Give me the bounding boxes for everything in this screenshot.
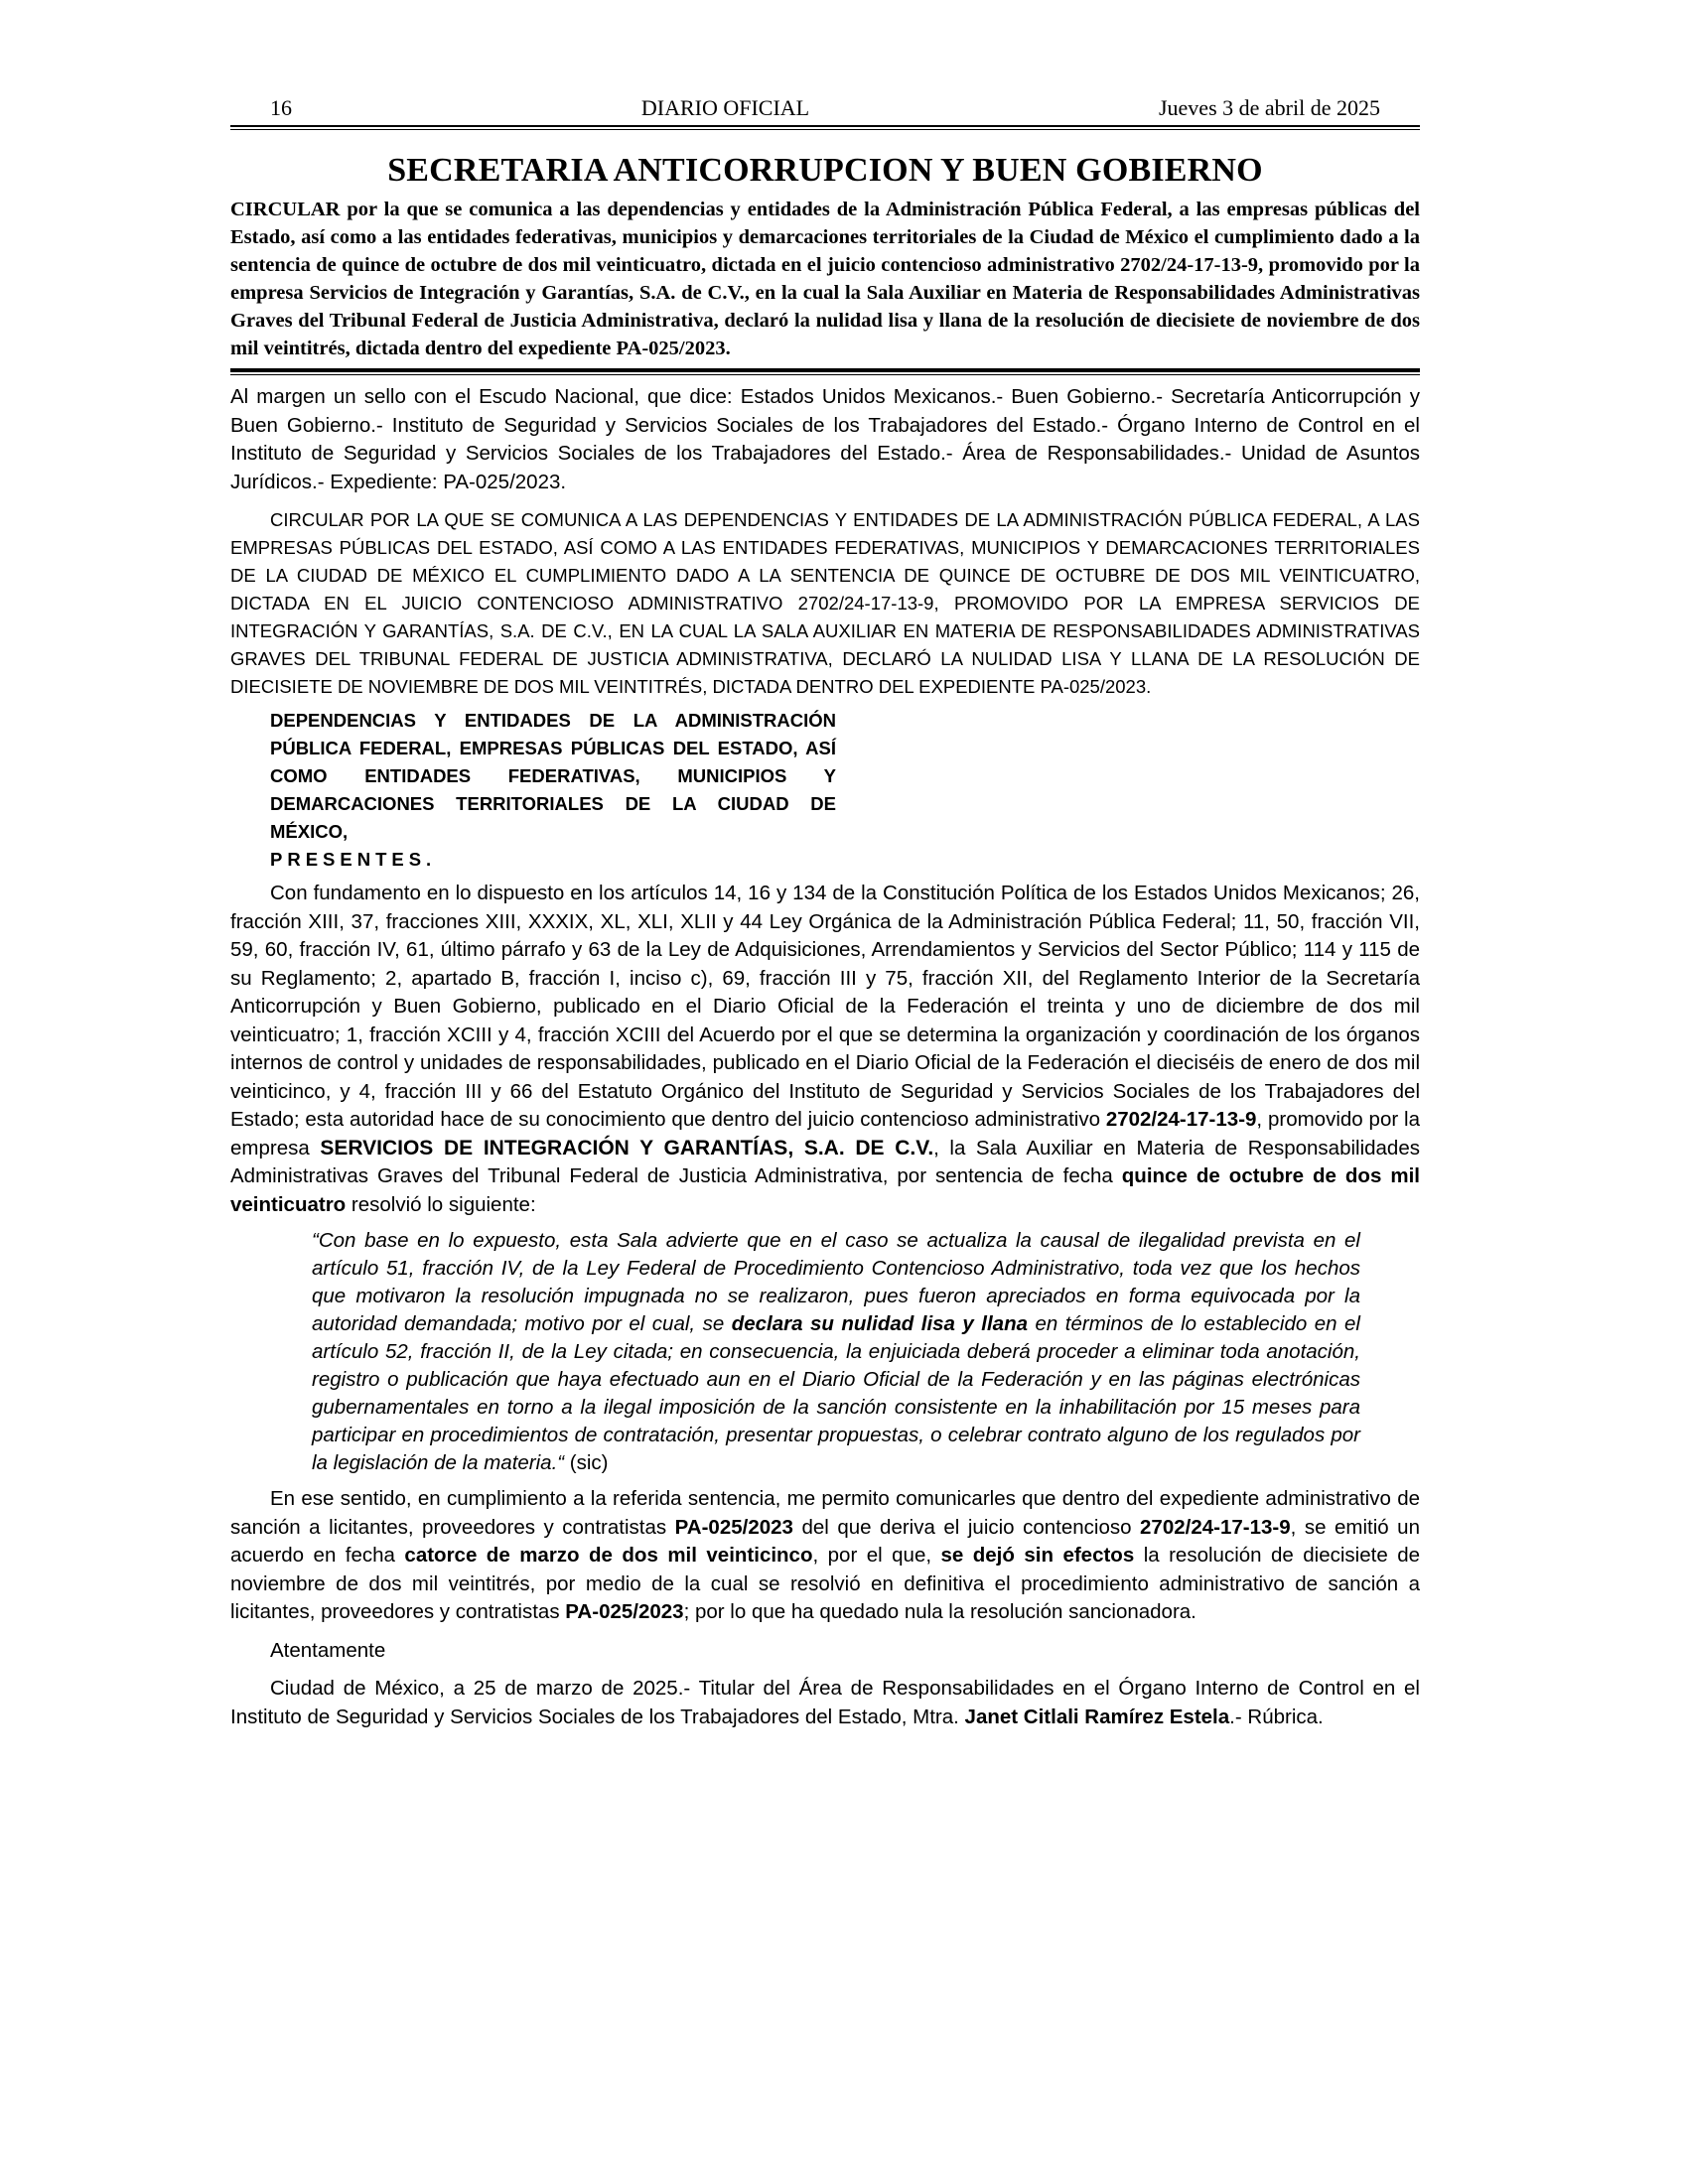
para1-sentence-date: quince de octubre de dos mil veinticuatro: [230, 1164, 1420, 1216]
signature-block: [230, 1675, 1420, 1731]
publication-date: Jueves 3 de abril de 2025: [1158, 95, 1380, 120]
caps-title: CIRCULAR POR LA QUE SE COMUNICA A LAS DEPENDENCIAS Y ENTIDADES DE LA ADMINISTRACIÓN PÚBLICA FEDERAL, A LAS EMPRESAS PÚBLICAS DEL ESTADO, ASÍ COMO A LAS ENTIDADES FEDERATIVAS, MUNICIPIOS Y DEMARCACIONES TERRITORIALES DE LA CIUDAD DE MÉXICO EL CUMPLIMIENTO DADO A LA SENTENCIA DE QUINCE DE OCTUBRE DE DOS MIL VEINTICUATRO, DICTADA EN EL JUICIO CONTENCIOSO ADMINISTRATIVO 2702/24-17-13-9, PROMOVIDO POR LA EMPRESA SERVICIOS DE INTEGRACIÓN Y GARANTÍAS, S.A. DE C.V., EN LA CUAL LA SALA AUXILIAR EN MATERIA DE RESPONSABILIDADES ADMINISTRATIVAS GRAVES DEL TRIBUNAL FEDERAL DE JUSTICIA ADMINISTRATIVA, DECLARÓ LA NULIDAD LISA Y LLANA DE LA RESOLUCIÓN DE DIECISIETE DE NOVIEMBRE DE DOS MIL VEINTITRÉS, DICTADA DENTRO DEL EXPEDIENTE PA-025/2023.: [230, 509, 1420, 697]
closing-salutation: Atentamente: [270, 1638, 386, 1662]
para2-effect: se dejó sin efectos: [940, 1544, 1135, 1567]
para2-case-number: 2702/24-17-13-9: [1140, 1515, 1291, 1539]
quote-bold: declara su nulidad lisa y llana: [731, 1312, 1029, 1335]
paragraph-fundamento: [230, 880, 1420, 1219]
para2-text-6: ; por lo que ha quedado nula la resolución sancionadora.: [683, 1600, 1196, 1623]
page-header: [230, 94, 1420, 130]
quote-text-1: “Con base en lo expuesto, esta Sala advierte que en el caso se actualiza la causal de ilegalidad prevista en el artículo 51, fracción IV, de la Ley Federal de Procedimiento Contencioso Administrativo, toda vez que los hechos que motivaron la resolución impugnada no se realizaron, pues fueron apreciados en forma equivocada por la autoridad demandada; motivo por el cual, se: [312, 1229, 1360, 1335]
para2-text-2: del que deriva el juicio contencioso: [792, 1515, 1141, 1539]
para1-company-name: SERVICIOS DE INTEGRACIÓN Y GARANTÍAS, S.A. DE C.V.: [320, 1136, 934, 1160]
document-title: CIRCULAR por la que se comunica a las dependencias y entidades de la Administración Pública Federal, a las empresas públicas del Estado, así como a las entidades federativas, municipios y demarcaciones territoriales de la Ciudad de México el cumplimiento dado a la sentencia de quince de octubre de dos mil veinticuatro, dictada en el juicio contencioso administrativo 2702/24-17-13-9, promovido por la empresa Servicios de Integración y Garantías, S.A. de C.V., en la cual la Sala Auxiliar en Materia de Responsabilidades Administrativas Graves del Tribunal Federal de Justicia Administrativa, declaró la nulidad lisa y llana de la resolución de diecisiete de noviembre de dos mil veintitrés, dictada dentro del expediente PA-025/2023.: [230, 199, 1420, 359]
publication-name: DIARIO OFICIAL: [640, 95, 810, 120]
paragraph-cumplimiento: [230, 1485, 1420, 1627]
para1-text-3: , la Sala Auxiliar en Materia de Responsabilidades Administrativas Graves del Tribunal Federal de Justicia Administrativa, por sentencia de fecha: [230, 1136, 1420, 1187]
addressee-block: [270, 707, 836, 874]
presentes-label: PRESENTES.: [270, 849, 437, 870]
para1-case-number: 2702/24-17-13-9: [1105, 1108, 1257, 1131]
para2-expediente: PA-025/2023: [674, 1515, 793, 1539]
header-rule: [230, 129, 1420, 130]
para1-text-1: Con fundamento en lo dispuesto en los artículos 14, 16 y 134 de la Constitución Política de los Estados Unidos Mexicanos; 26, fracción XIII, 37, fracciones XIII, XXXIX, XL, XLI, XLII y 44 Ley Orgánica de la Administración Pública Federal; 11, 50, fracción VII, 59, 60, fracción IV, 61, último párrafo y 63 de la Ley de Adquisiciones, Arrendamientos y Servicios del Sector Público; 114 y 115 de su Reglamento; 2, apartado B, fracción I, inciso c), 69, fracción III y 75, fracción XII, del Reglamento Interior de la Secretaría Anticorrupción y Buen Gobierno, publicado en el Diario Oficial de la Federación el treinta y uno de diciembre de dos mil veinticuatro; 1, fracción XCIII y 4, fracción XCIII del Acuerdo por el que se determina la organización y coordinación de los órganos internos de control y unidades de responsabilidades, publicado en el Diario Oficial de la Federación el dieciséis de enero de dos mil veinticinco, y 4, fracción III y 66 del Estatuto Orgánico del Instituto de Seguridad y Servicios Sociales de los Trabajadores del Estado; esta autoridad hace de su conocimiento que dentro del juicio contencioso administrativo: [230, 882, 1420, 1131]
para1-text-2: , promovido por la empresa: [230, 1108, 1420, 1160]
page-number: 16: [270, 95, 292, 120]
para2-text-5: la resolución de diecisiete de noviembre de dos mil veintitrés, por medio de la cual se resolvió en definitiva el procedimiento administrativo de sanción a licitantes, proveedores y contratistas: [230, 1544, 1420, 1623]
para2-expediente-2: PA-025/2023: [565, 1600, 684, 1623]
para2-text-1: En ese sentido, en cumplimiento a la referida sentencia, me permito comunicarles que dentro del expediente administrativo de sanción a licitantes, proveedores y contratistas: [230, 1487, 1420, 1539]
signatory-name: Janet Citlali Ramírez Estela: [964, 1705, 1230, 1728]
para1-text-4: resolvió lo siguiente:: [346, 1192, 536, 1216]
margin-note: Al margen un sello con el Escudo Nacional, que dice: Estados Unidos Mexicanos.- Buen Gobierno.- Secretaría Anticorrupción y Buen Gobierno.- Instituto de Seguridad y Servicios Sociales de los Trabajadores del Estado.- Órgano Interno de Control en el Instituto de Seguridad y Servicios Sociales de los Trabajadores del Estado.- Área de Responsabilidades.- Unidad de Asuntos Jurídicos.- Expediente: PA-025/2023.: [230, 385, 1420, 493]
quote-sic: (sic): [564, 1451, 609, 1474]
para2-text-4: , por el que,: [812, 1544, 941, 1567]
section-title: SECRETARIA ANTICORRUPCION Y BUEN GOBIERNO: [387, 152, 1263, 189]
signature-text-2: .- Rúbrica.: [1229, 1705, 1324, 1728]
para2-agreement-date: catorce de marzo de dos mil veinticinco: [404, 1544, 813, 1567]
quote-text-2: en términos de lo establecido en el artículo 52, fracción II, de la Ley citada; en consecuencia, la enjuiciada deberá proceder a eliminar toda anotación, registro o publicación que haya efectuado aun en el Diario Oficial de la Federación y en las páginas electrónicas gubernamentales en torno a la ilegal imposición de la sanción consistente en la inhabilitación por 15 meses para participar en procedimientos de contratación, presentar propuestas, o celebrar contrato alguno de los regulados por la legislación de la materia.“: [312, 1312, 1360, 1474]
sentence-quote: [312, 1227, 1360, 1477]
para2-text-3: , se emitió un acuerdo en fecha: [230, 1515, 1420, 1567]
title-rule: [230, 368, 1420, 375]
addressee-lines: DEPENDENCIAS Y ENTIDADES DE LA ADMINISTRACIÓN PÚBLICA FEDERAL, EMPRESAS PÚBLICAS DEL ESTADO, ASÍ COMO ENTIDADES FEDERATIVAS, MUNICIPIOS Y DEMARCACIONES TERRITORIALES DE LA CIUDAD DE MÉXICO,: [270, 710, 836, 842]
signature-text-1: Ciudad de México, a 25 de marzo de 2025.- Titular del Área de Responsabilidades en el Órgano Interno de Control en el Instituto de Seguridad y Servicios Sociales de los Trabajadores del Estado, Mtra.: [230, 1677, 1420, 1728]
document-page: [230, 94, 1420, 1731]
